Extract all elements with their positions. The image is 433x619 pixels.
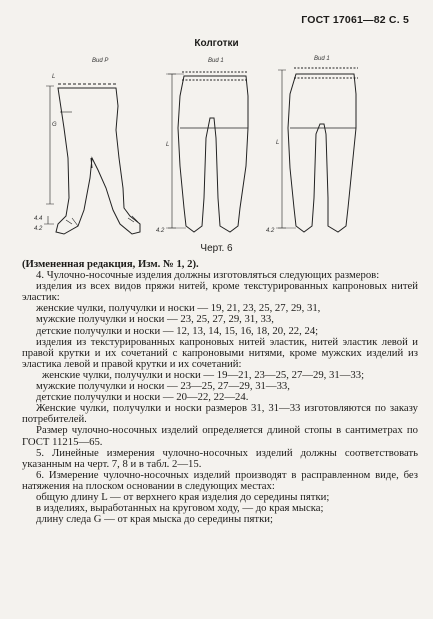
dimension-label: G: [52, 122, 57, 128]
paragraph: мужские получулки и носки — 23, 25, 27, 29, 31, 33,: [36, 313, 274, 326]
page-header: ГОСТ 17061—82 С. 5: [301, 14, 409, 26]
panel-label: Bud 1: [208, 58, 224, 64]
paragraph: женские чулки, получулки и носки — 19, 21, 23, 25, 27, 29, 31,: [36, 302, 321, 315]
figure-caption: Черт. 6: [200, 243, 233, 254]
paragraph: в изделиях, выработанных на круговом ходу, — до края мыска;: [36, 502, 324, 515]
paragraph: 5. Линейные измерения чулочно-носочных изделий должны соответствовать указанным на черт. 7, 8 и в табл. 2—15.: [22, 446, 418, 470]
paragraph: изделия из текстурированных капроновых нитей эластик, нитей эластик левой и правой крутки и их сочетаний с капроновыми нитями, кроме мужских изделий из эластика левой и правой крутки и их сочетаний:: [22, 335, 418, 370]
tights-figure: [34, 48, 399, 243]
tights-drawing-2: [166, 72, 248, 232]
paragraph: длину следа G — от края мыска до середины пятки;: [36, 513, 273, 526]
dimension-label: L: [276, 140, 280, 146]
document-body: [22, 259, 418, 525]
paragraph: женские чулки, получулки и носки — 19—21, 23—25, 27—29, 31—33;: [42, 368, 365, 381]
panel-label: Bud P: [92, 58, 109, 64]
paragraph: общую длину L — от верхнего края изделия до середины пятки;: [36, 490, 330, 503]
paragraph: мужские получулки и носки — 23—25, 27—29, 31—33,: [36, 380, 290, 393]
dimension-label: 4.2: [34, 226, 43, 232]
paragraph: Размер чулочно-носочных изделий определяется длиной стопы в сантиметрах по ГОСТ 11215—65.: [22, 424, 418, 448]
paragraph: изделия из всех видов пряжи нитей, кроме текстурированных капроновых нитей эластик:: [22, 280, 418, 304]
paragraph: детские получулки и носки — 12, 13, 14, 15, 16, 18, 20, 22, 24;: [36, 324, 319, 337]
dimension-label: L: [52, 74, 56, 80]
panel-label: Bud 1: [314, 56, 330, 62]
paragraph: 6. Измерение чулочно-носочных изделий производят в расправленном виде, без натяжения на плоском основании в следующих местах:: [22, 468, 418, 492]
tights-drawing-1: [44, 84, 140, 234]
dimension-label: 4.2: [156, 228, 165, 234]
paragraph: 4. Чулочно-носочные изделия должны изготовляться следующих размеров:: [36, 269, 380, 282]
dimension-label: 4.4: [34, 216, 43, 222]
figure-title: Колготки: [194, 38, 239, 49]
edition-note: (Измененная редакция, Изм. № 1, 2).: [22, 258, 199, 270]
tights-drawing-3: [276, 68, 358, 232]
dimension-label: 4.2: [266, 228, 275, 234]
dimension-label: L: [166, 142, 170, 148]
paragraph: детские получулки и носки — 20—22, 22—24.: [36, 391, 249, 404]
paragraph: Женские чулки, получулки и носки размеров 31, 31—33 изготовляются по заказу потребителей.: [22, 402, 418, 426]
